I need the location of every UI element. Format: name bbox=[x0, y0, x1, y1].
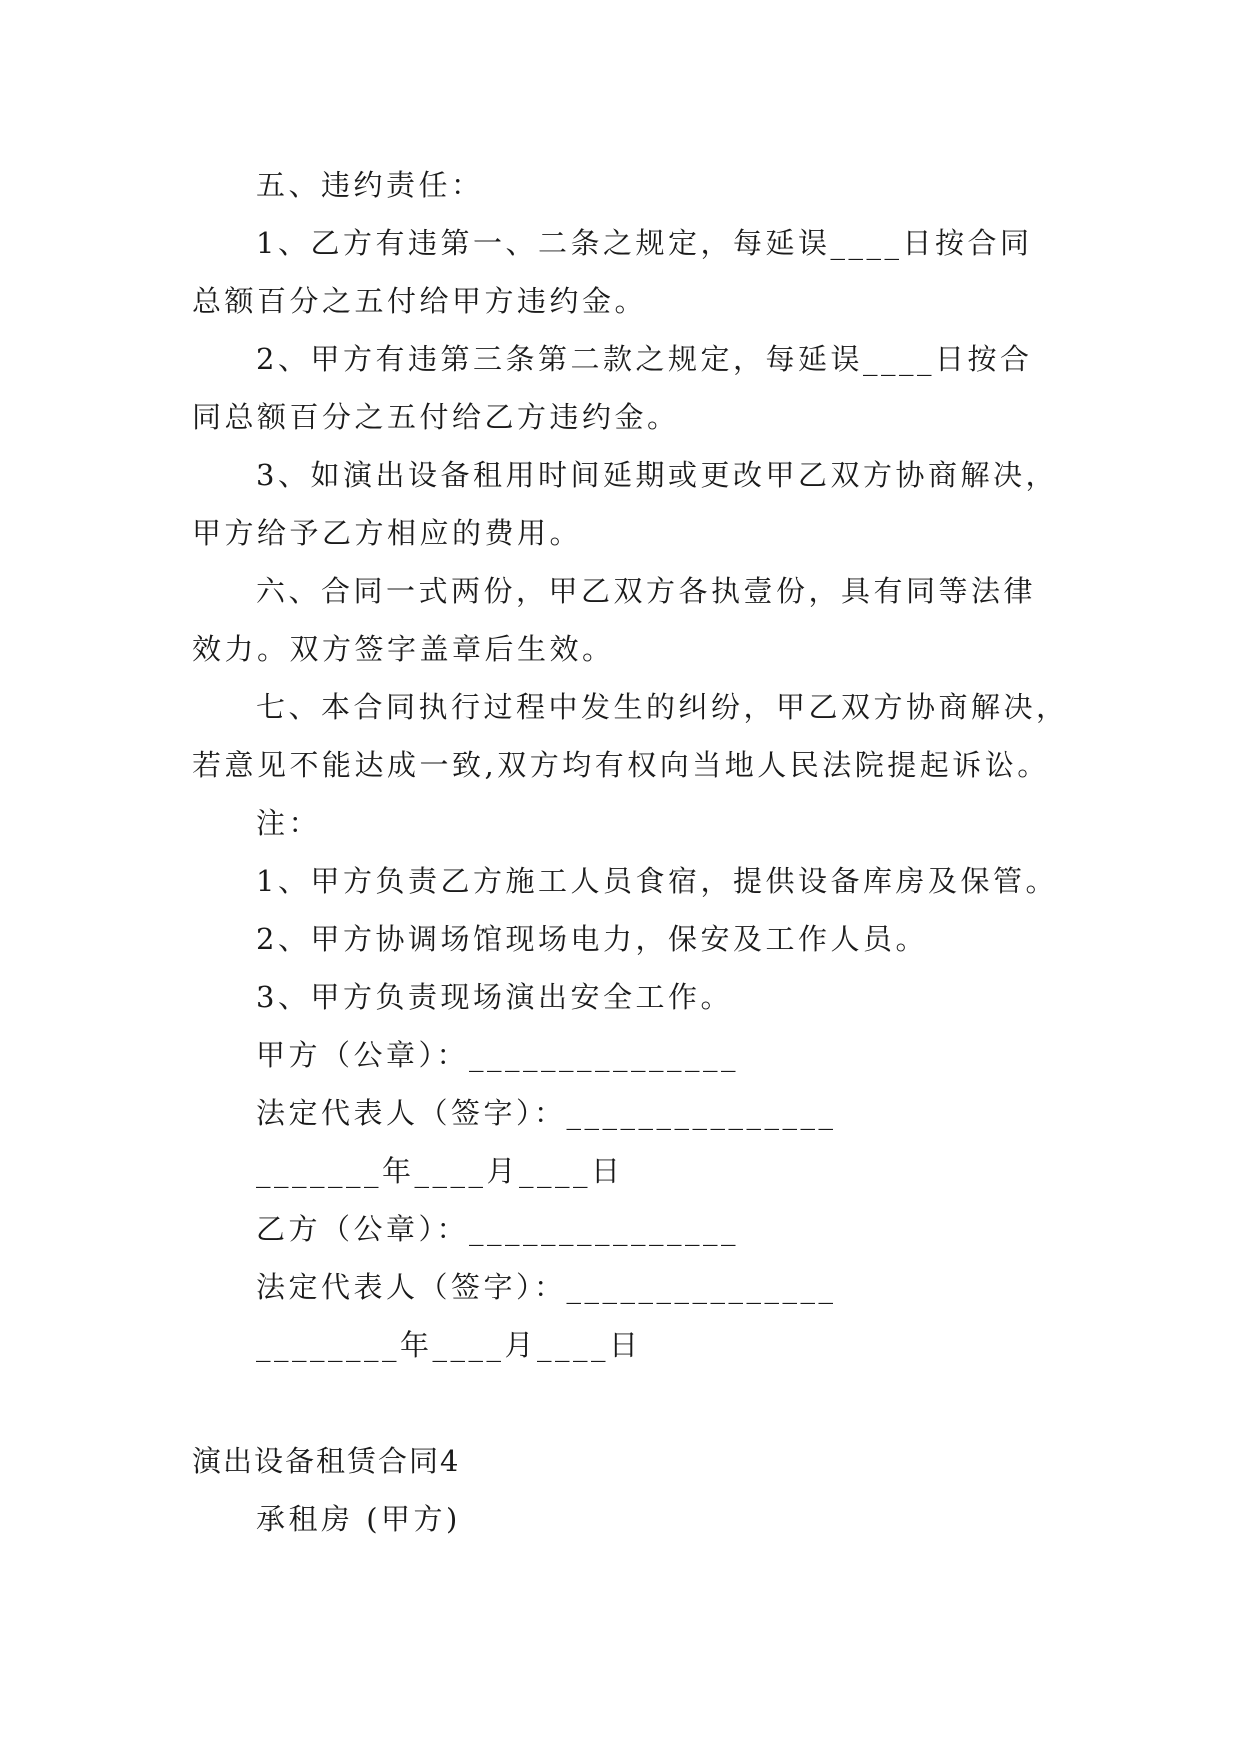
note-1: 1、甲方负责乙方施工人员食宿，提供设备库房及保管。 bbox=[256, 864, 1058, 898]
section-disputes-line-2: 若意见不能达成一致,双方均有权向当地人民法院提起诉讼。 bbox=[192, 748, 1050, 782]
party-b-date-line: ________年____月____日 bbox=[256, 1328, 642, 1362]
section-disputes-line-1: 七、本合同执行过程中发生的纠纷，甲乙双方协商解决， bbox=[256, 690, 1069, 724]
breach-clause-2-line-2: 同总额百分之五付给乙方违约金。 bbox=[192, 400, 680, 434]
breach-clause-2-line-1: 2、甲方有违第三条第二款之规定，每延误____日按合 bbox=[256, 342, 1033, 376]
note-2: 2、甲方协调场馆现场电力，保安及工作人员。 bbox=[256, 922, 928, 956]
contract-4-title: 演出设备租赁合同4 bbox=[192, 1444, 461, 1478]
note-3: 3、甲方负责现场演出安全工作。 bbox=[256, 980, 733, 1014]
section-copies-line-2: 效力。双方签字盖章后生效。 bbox=[192, 632, 615, 666]
lessee-party-a-line: 承租房 (甲方) bbox=[256, 1502, 461, 1536]
party-a-seal-line: 甲方（公章）：_______________ bbox=[256, 1038, 740, 1072]
party-b-seal-line: 乙方（公章）：_______________ bbox=[256, 1212, 740, 1246]
section-copies-line-1: 六、合同一式两份，甲乙双方各执壹份，具有同等法律 bbox=[256, 574, 1037, 608]
party-b-representative-line: 法定代表人（签字）：_______________ bbox=[256, 1270, 837, 1304]
section-breach-heading: 五、违约责任： bbox=[256, 168, 484, 202]
breach-clause-1-line-2: 总额百分之五付给甲方违约金。 bbox=[192, 284, 648, 318]
breach-clause-1-line-1: 1、乙方有违第一、二条之规定，每延误____日按合同 bbox=[256, 226, 1033, 260]
notes-heading: 注： bbox=[256, 806, 322, 840]
party-a-date-line: _______年____月____日 bbox=[256, 1154, 624, 1188]
party-a-representative-line: 法定代表人（签字）：_______________ bbox=[256, 1096, 837, 1130]
breach-clause-3-line-2: 甲方给予乙方相应的费用。 bbox=[192, 516, 583, 550]
breach-clause-3-line-1: 3、如演出设备租用时间延期或更改甲乙双方协商解决， bbox=[256, 458, 1058, 492]
